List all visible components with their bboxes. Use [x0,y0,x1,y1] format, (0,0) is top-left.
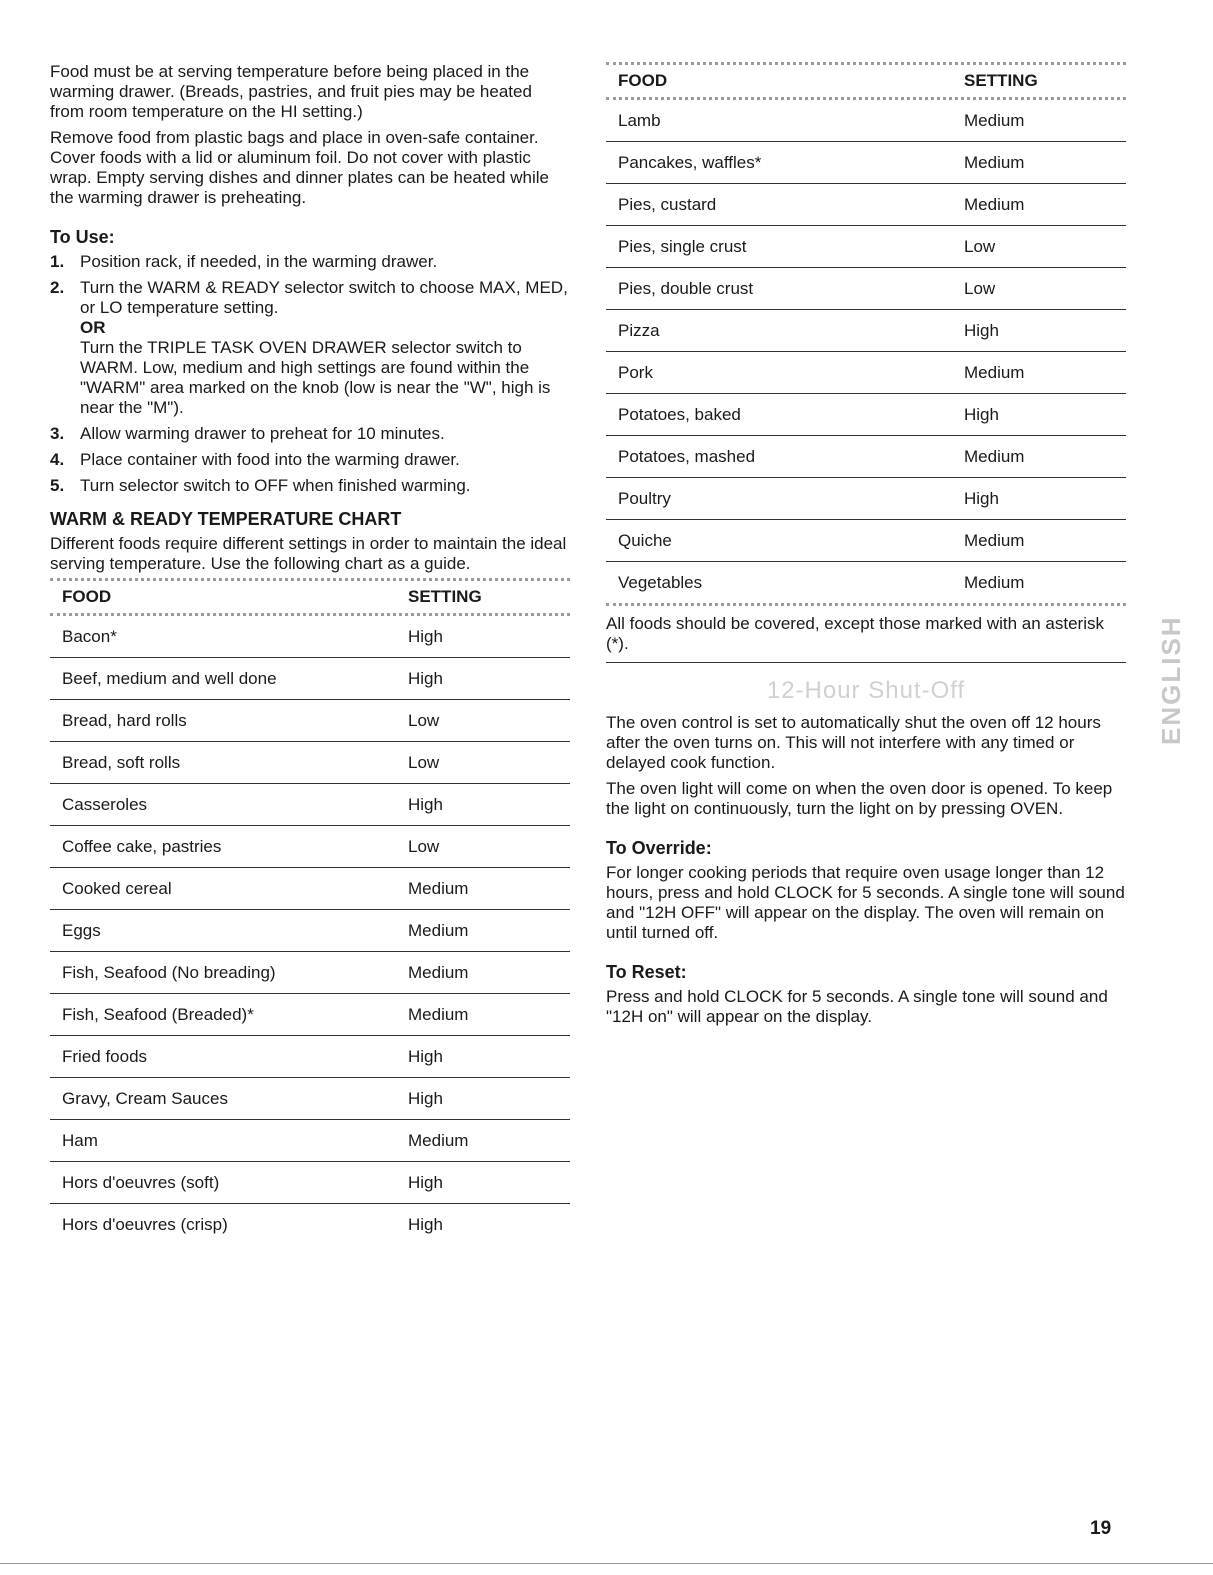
food-cell: Ham [50,1120,396,1162]
table-row [606,520,1126,562]
table-row [50,658,570,700]
step-text: Turn selector switch to OFF when finished warming. [80,476,471,495]
setting-cell: High [408,1214,443,1234]
step-number: 5. [50,476,65,495]
setting-cell: Medium [396,868,570,910]
table-row [606,310,1126,352]
shutoff-paragraph: The oven control is set to automatically shut the oven off 12 hours after the oven turns on. This will not interfere with any timed or delayed cook function. [606,713,1101,772]
setting-cell: High [396,616,570,658]
table-row [606,562,1126,604]
table-row [50,994,570,1036]
setting-cell: Medium [396,994,570,1036]
divider [606,603,1126,606]
step-text: Allow warming drawer to preheat for 10 minutes. [80,424,445,443]
setting-cell: High [952,478,1126,520]
food-cell: Hors d'oeuvres (crisp) [62,1214,228,1234]
food-cell: Pizza [606,310,952,352]
setting-cell: High [396,658,570,700]
table-row [50,826,570,868]
table-row [606,184,1126,226]
column-header-setting: SETTING [964,71,1038,90]
to-use-heading: To Use: [50,227,115,247]
table-row [606,268,1126,310]
food-cell: Eggs [50,910,396,952]
food-cell: Hors d'oeuvres (soft) [50,1162,396,1204]
setting-cell: Medium [952,100,1126,142]
step-number: 4. [50,450,65,469]
table-row [50,952,570,994]
food-cell: Bread, soft rolls [50,742,396,784]
table-row [50,784,570,826]
food-cell: Fried foods [50,1036,396,1078]
step-extra-text: Turn the TRIPLE TASK OVEN DRAWER selector switch to WARM. Low, medium and high settings are found within the "WARM" area marked on the knob (low is near the "W", high is near the "M"). [80,338,551,417]
shutoff-paragraph: The oven light will come on when the oven door is opened. To keep the light on continuously, turn the light on by pressing OVEN. [606,779,1113,818]
to-use-steps [50,252,570,496]
column-header-setting: SETTING [408,587,482,606]
setting-cell: Medium [952,520,1126,562]
setting-cell: High [396,1162,570,1204]
food-cell: Pies, custard [606,184,952,226]
override-heading: To Override: [606,838,712,858]
table-row [50,700,570,742]
table-row [606,226,1126,268]
list-item [50,252,570,272]
setting-cell: Medium [952,436,1126,478]
food-cell: Fish, Seafood (Breaded)* [50,994,396,1036]
list-item [50,476,570,496]
step-text: Position rack, if needed, in the warming drawer. [80,252,438,271]
food-cell: Pork [606,352,952,394]
setting-cell: High [396,1078,570,1120]
setting-cell: Low [396,826,570,868]
food-cell: Quiche [606,520,952,562]
table-row [50,616,570,658]
right-column [606,62,1126,1033]
table-row [50,868,570,910]
table-row [50,1036,570,1078]
setting-cell: Low [396,742,570,784]
setting-cell: Medium [396,952,570,994]
setting-cell: Low [952,226,1126,268]
divider [0,1563,1213,1564]
setting-cell: Medium [396,910,570,952]
setting-cell: High [396,784,570,826]
section-title: 12-Hour Shut-Off [766,677,966,704]
setting-cell: Medium [396,1120,570,1162]
table-row [50,910,570,952]
language-side-tab: ENGLISH [1156,615,1186,745]
food-cell: Vegetables [618,572,703,592]
food-cell: Lamb [606,100,952,142]
food-cell: Beef, medium and well done [50,658,396,700]
food-cell: Bread, hard rolls [50,700,396,742]
table-row [50,1204,570,1246]
left-column [50,62,570,1245]
column-header-food: FOOD [618,71,668,90]
table-row [606,436,1126,478]
table-row [606,394,1126,436]
chart-heading: WARM & READY TEMPERATURE CHART [50,509,402,529]
step-number: 2. [50,278,65,297]
food-cell: Fish, Seafood (No breading) [50,952,396,994]
food-cell: Potatoes, mashed [606,436,952,478]
list-item [50,424,570,444]
reset-text: Press and hold CLOCK for 5 seconds. A single tone will sound and "12H on" will appear on the display. [606,987,1108,1026]
table-row [606,352,1126,394]
intro-paragraph: Food must be at serving temperature before being placed in the warming drawer. (Breads, pastries, and fruit pies may be heated from room temperature on the HI setting.) [50,62,532,121]
food-cell: Potatoes, baked [606,394,952,436]
step-text: Turn the WARM & READY selector switch to choose MAX, MED, or LO temperature setting. [80,278,568,317]
step-text: Place container with food into the warming drawer. [80,450,460,469]
override-text: For longer cooking periods that require oven usage longer than 12 hours, press and hold CLOCK for 5 seconds. A single tone will sound and "12H OFF" will appear on the display. The oven will remain on until turned off. [606,863,1125,942]
setting-cell: Medium [952,184,1126,226]
food-cell: Poultry [606,478,952,520]
step-or: OR [80,318,106,337]
list-item [50,278,570,418]
setting-cell: High [952,394,1126,436]
table-row [50,1162,570,1204]
setting-cell: Medium [964,572,1025,592]
setting-cell: High [396,1036,570,1078]
setting-cell: Low [952,268,1126,310]
step-number: 1. [50,252,65,271]
setting-cell: High [952,310,1126,352]
setting-cell: Medium [952,142,1126,184]
food-cell: Pies, single crust [606,226,952,268]
table-note: All foods should be covered, except those marked with an asterisk (*). [606,614,1126,663]
step-number: 3. [50,424,65,443]
food-cell: Coffee cake, pastries [50,826,396,868]
food-cell: Casseroles [50,784,396,826]
intro-paragraph: Remove food from plastic bags and place in oven-safe container. Cover foods with a lid or aluminum foil. Do not cover with plastic wrap. Empty serving dishes and dinner plates can be heated while the warming drawer is preheating. [50,128,549,207]
table-row [606,142,1126,184]
table-row [606,100,1126,142]
food-cell: Gravy, Cream Sauces [50,1078,396,1120]
setting-cell: Medium [952,352,1126,394]
page-number: 19 [1090,1518,1112,1539]
table-row [50,1120,570,1162]
chart-intro: Different foods require different settings in order to maintain the ideal serving temperature. Use the following chart as a guide. [50,534,567,573]
food-cell: Bacon* [50,616,396,658]
food-cell: Pancakes, waffles* [606,142,952,184]
temperature-table-left [50,581,570,1245]
setting-cell: Low [396,700,570,742]
reset-heading: To Reset: [606,962,687,982]
table-row [606,478,1126,520]
table-row [50,1078,570,1120]
list-item [50,450,570,470]
table-row [50,742,570,784]
food-cell: Cooked cereal [50,868,396,910]
food-cell: Pies, double crust [606,268,952,310]
temperature-table-right [606,65,1126,603]
column-header-food: FOOD [62,587,112,606]
